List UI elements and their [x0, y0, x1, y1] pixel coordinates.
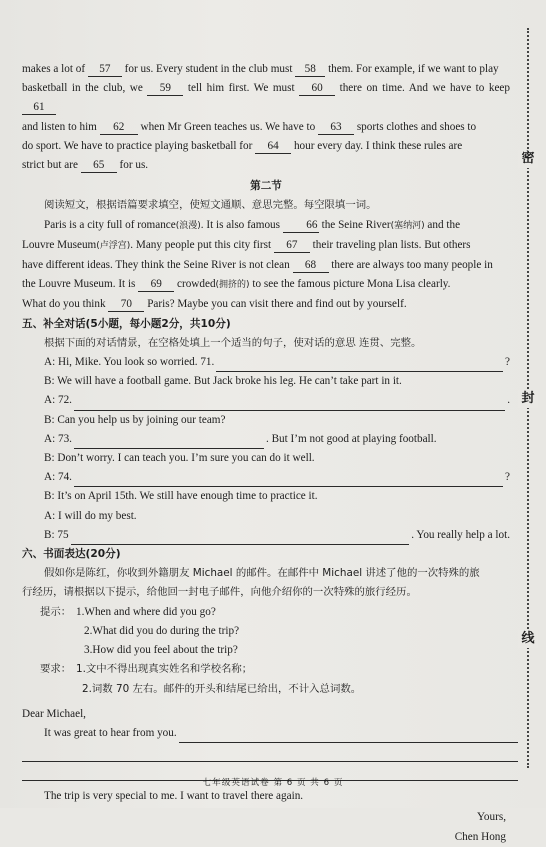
- blank-65[interactable]: 65: [81, 159, 117, 173]
- tip-item: 1.When and where did you go?: [76, 605, 216, 618]
- passage-line: What do you think 70 Paris? Maybe you can visit there and find out by yourself.: [22, 298, 407, 311]
- blank-58[interactable]: 58: [295, 63, 325, 77]
- dialogue-line: B: It’s on April 15th. We still have enough time to practice it.: [44, 490, 318, 503]
- blank-63[interactable]: 63: [318, 121, 354, 135]
- page-footer: 七年级英语试卷 第 6 页 共 6 页: [202, 778, 344, 788]
- blank-69[interactable]: 69: [138, 278, 174, 292]
- dialogue-line-73: A: 73. . But I’m not good at playing football.: [44, 430, 510, 449]
- dialogue-line-75: B: 75 . You really help a lot.: [44, 526, 510, 545]
- passage-line: strict but are 65 for us.: [22, 159, 149, 172]
- exam-content: [22, 60, 510, 847]
- writing-prompt: 假如你是陈红，你收到外籍朋友 Michael 的邮件。在邮件中 Michael 讲述了他的一次特殊的旅: [44, 567, 480, 580]
- answer-blank-73[interactable]: [74, 436, 264, 449]
- writing-line[interactable]: [22, 743, 518, 762]
- part-five-instruction: 根据下面的对话情景，在空格处填上一个适当的句子，使对话的意思 连贯、完整。: [44, 336, 422, 349]
- dialogue: [22, 353, 510, 545]
- requirements-label: 要求：: [40, 663, 72, 676]
- writing-line[interactable]: [179, 730, 518, 743]
- passage-line: do sport. We have to practice playing basketball for 64 hour every day. I think these rules are: [22, 139, 463, 152]
- answer-blank-74[interactable]: [74, 474, 503, 487]
- dialogue-line-72: A: 72. .: [44, 391, 510, 410]
- answer-blank-75[interactable]: [71, 532, 410, 545]
- blank-60[interactable]: 60: [299, 82, 335, 96]
- cloze-passage: [22, 60, 510, 175]
- writing-prompt: 行经历，请根据以下提示，给他回一封电子邮件，向他介绍你的一次特殊的旅行经历。: [22, 586, 417, 599]
- binding-seal-char: 封: [518, 390, 538, 408]
- answer-blank-71[interactable]: [216, 359, 503, 372]
- dialogue-line: B: Can you help us by joining our team?: [44, 413, 226, 426]
- blank-57[interactable]: 57: [88, 63, 122, 77]
- letter-signature: Chen Hong: [454, 830, 506, 843]
- passage-line: and listen to him 62 when Mr Green teaches us. We have to 63 sports clothes and shoes to: [22, 120, 477, 133]
- blank-64[interactable]: 64: [255, 140, 291, 154]
- part-six-title: 六、书面表达(20分): [22, 548, 121, 561]
- passage-line: have different ideas. They think the Seine River is not clean 68 there are always too many people in: [22, 259, 493, 272]
- passage-line: Louvre Museum(卢浮宫). Many people put this city first 67 their traveling plan lists. But others: [22, 238, 471, 251]
- passage-line: makes a lot of 57 for us. Every student in the club must 58 them. For example, if we want to play: [22, 63, 499, 75]
- dialogue-line: B: Don’t worry. I can teach you. I’m sure you can do it well.: [44, 452, 315, 465]
- requirement-item: 2.词数 70 左右。邮件的开头和结尾已给出，不计入总词数。: [82, 682, 362, 695]
- blank-61[interactable]: 61: [22, 101, 56, 115]
- blank-62[interactable]: 62: [100, 121, 138, 135]
- dialogue-line-74: A: 74. ?: [44, 468, 510, 487]
- paris-passage: [22, 216, 510, 315]
- binding-seal-char: 密: [518, 150, 538, 168]
- passage-line: Paris is a city full of romance(浪漫). It is also famous 66 the Seine River(塞纳河) and the: [44, 218, 461, 231]
- blank-70[interactable]: 70: [108, 298, 144, 312]
- section-title: 第二节: [250, 180, 282, 193]
- blank-59[interactable]: 59: [147, 82, 183, 96]
- blank-68[interactable]: 68: [293, 259, 329, 273]
- passage-line: basketball in the club, we 59 tell him first. We must 60 there on time. And we have to keep 61: [22, 82, 510, 114]
- passage-line: the Louvre Museum. It is 69 crowded(拥挤的) to see the famous picture Mona Lisa clearly.: [22, 278, 451, 291]
- blank-66[interactable]: 66: [283, 219, 319, 233]
- letter-signoff: Yours,: [476, 811, 506, 824]
- part-five-title: 五、补全对话(5小题，每小题2分，共10分): [22, 317, 231, 330]
- tips-label: 提示：: [40, 605, 72, 618]
- dialogue-line: A: I will do my best.: [44, 509, 137, 522]
- tip-item: 2.What did you do during the trip?: [84, 624, 240, 637]
- letter-opening-line: It was great to hear from you.: [22, 724, 510, 743]
- tip-item: 3.How did you feel about the trip?: [84, 644, 238, 657]
- letter-closing: The trip is very special to me. I want to travel there again.: [44, 790, 304, 803]
- blank-67[interactable]: 67: [274, 239, 310, 253]
- answer-blank-72[interactable]: [74, 398, 505, 411]
- binding-line-char: 线: [518, 630, 538, 648]
- dialogue-line-71: A: Hi, Mike. You look so worried. 71. ?: [44, 353, 510, 372]
- dialogue-line: B: We will have a football game. But Jack broke his leg. He can’t take part in it.: [44, 375, 402, 388]
- section-instruction: 阅读短文，根据语篇要求填空，使短文通顺、意思完整。每空限填一词。: [44, 199, 377, 212]
- requirement-item: 1.文中不得出现真实姓名和学校名称；: [76, 663, 253, 676]
- letter-greeting: Dear Michael,: [22, 707, 86, 720]
